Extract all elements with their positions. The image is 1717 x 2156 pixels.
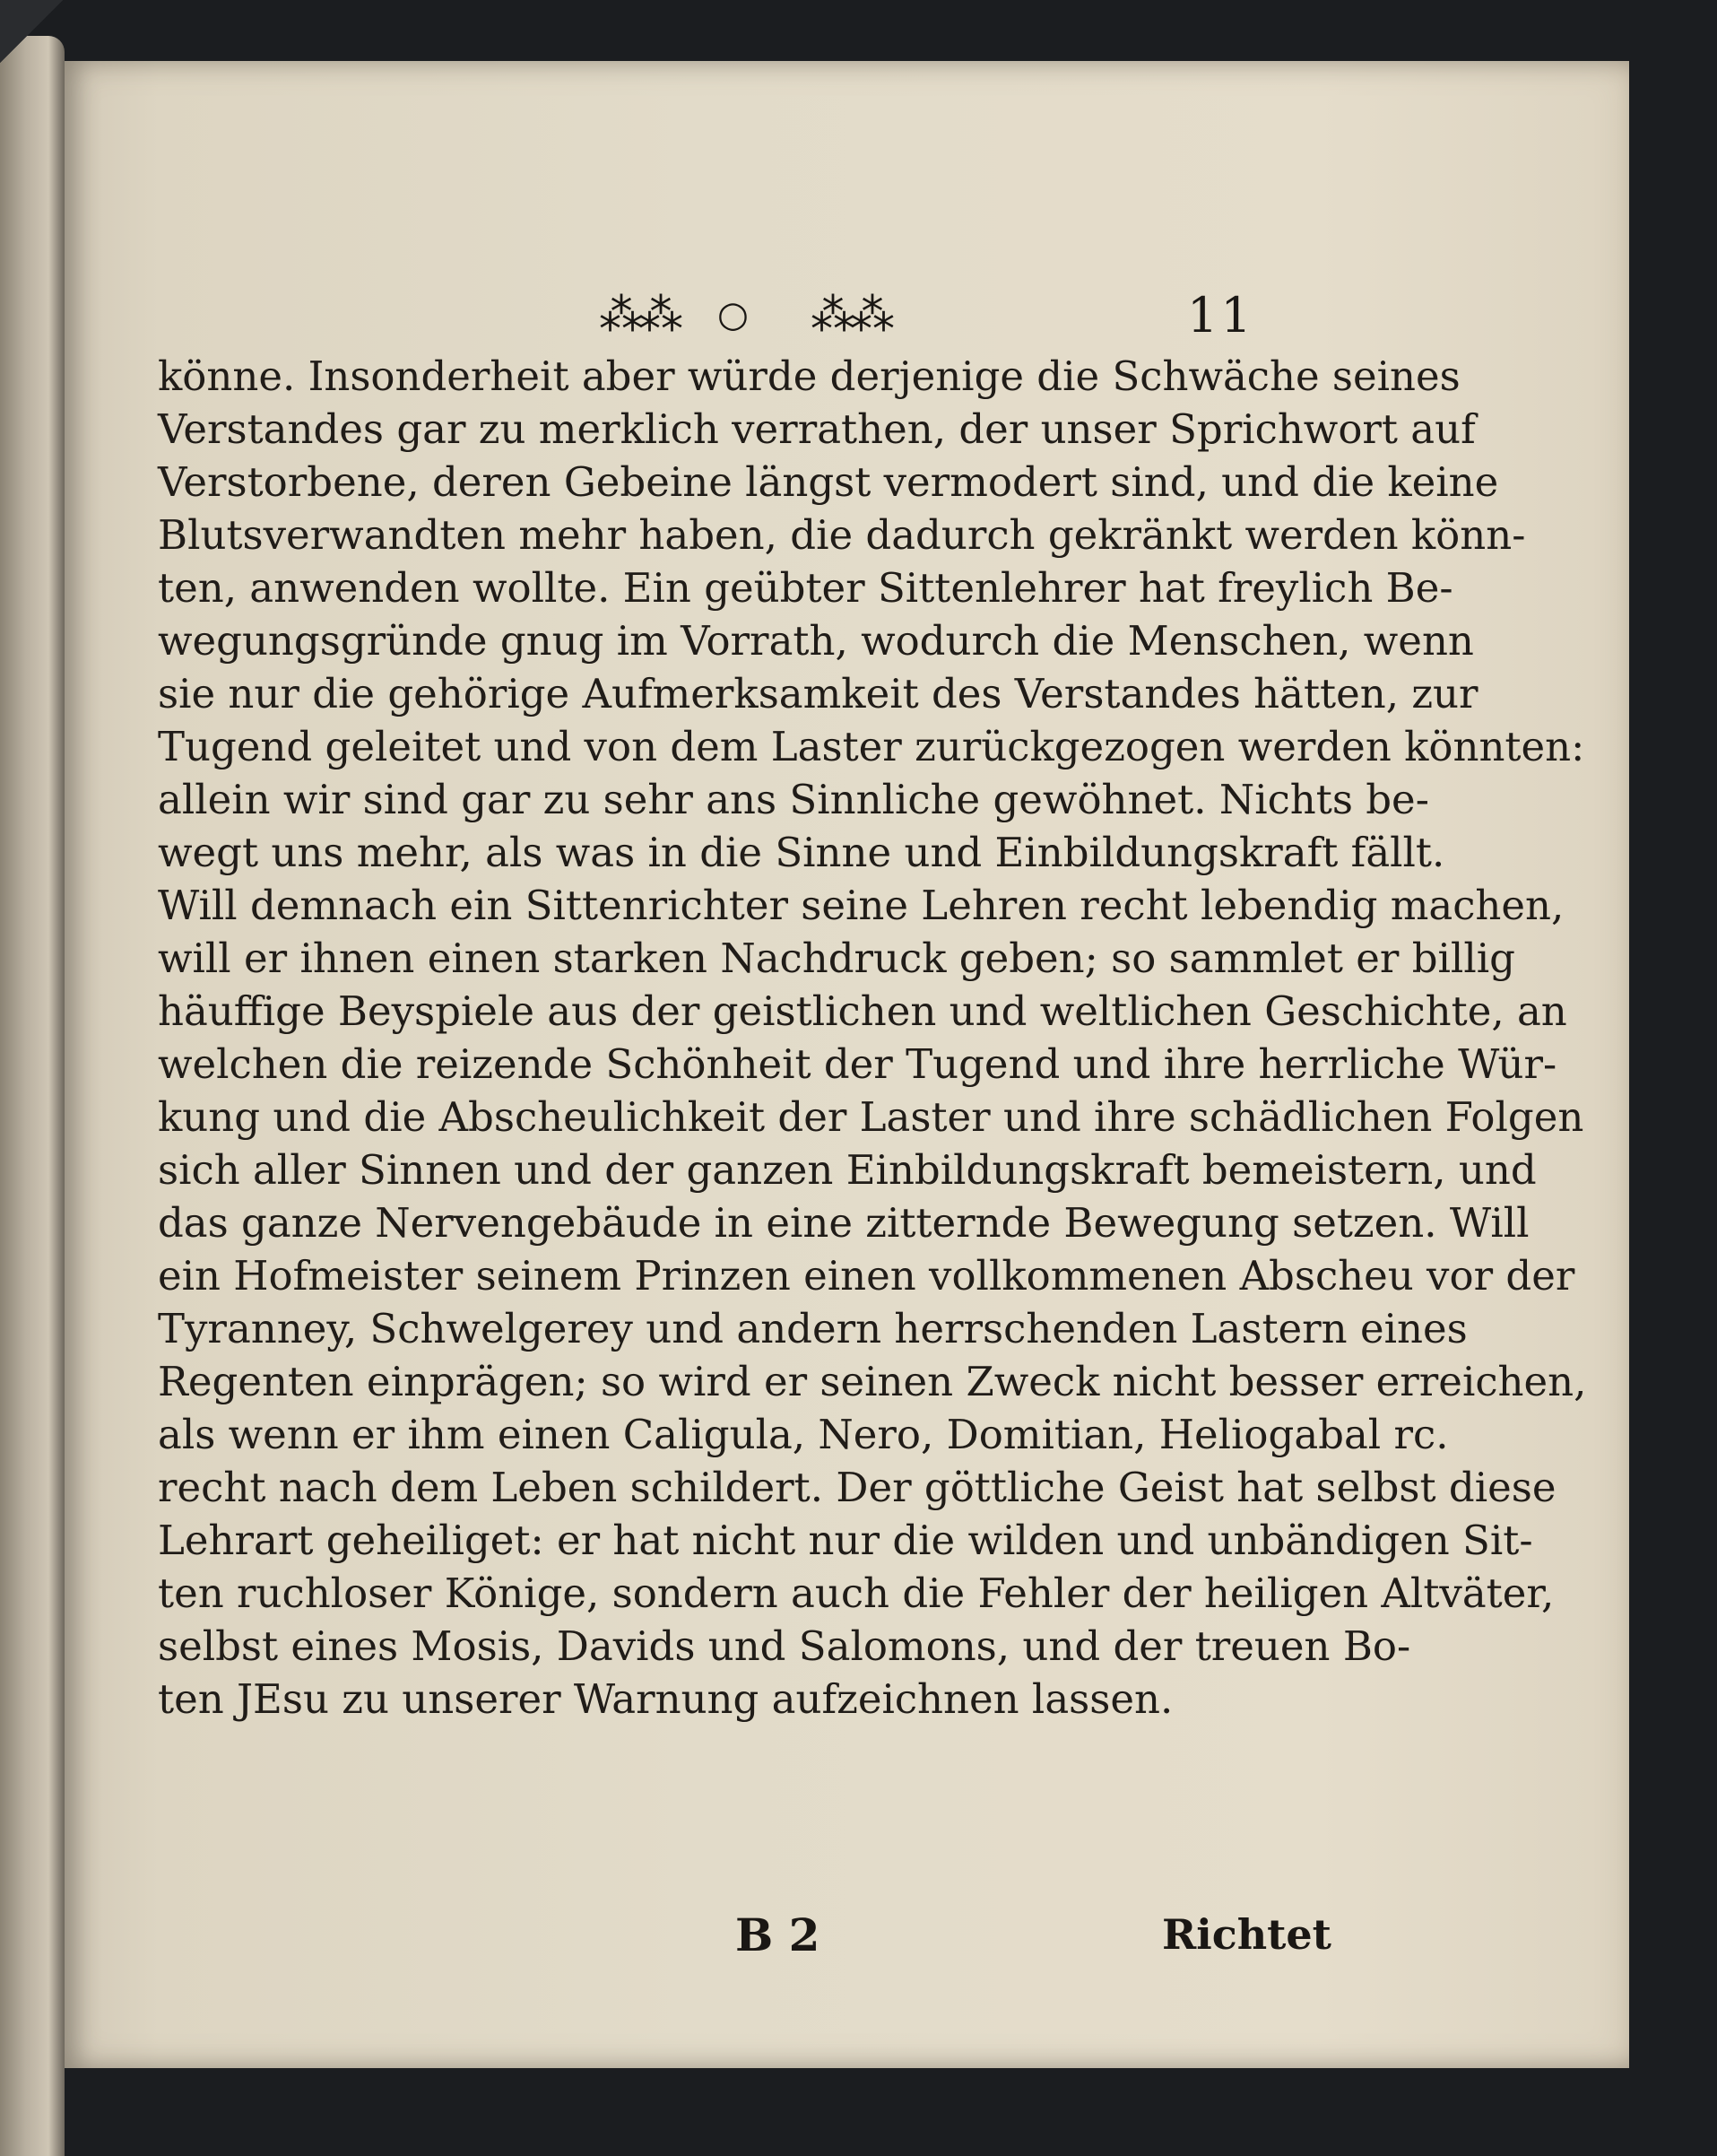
catchword: Richtet [1162,1910,1331,1959]
text-line: Verstandes gar zu merklich verrathen, der unser Sprichwort auf [158,405,1476,453]
text-line: Regenten einprägen; so wird er seinen Zweck nicht besser erreichen, [158,1358,1587,1405]
text-line: kung und die Abscheulichkeit der Laster und ihre schädlichen Folgen [158,1093,1584,1141]
text-line: ten, anwenden wollte. Ein geübter Sittenlehrer hat freylich Be- [158,564,1453,612]
text-line: Verstorbene, deren Gebeine längst vermodert sind, und die keine [158,458,1499,506]
text-line: allein wir sind gar zu sehr ans Sinnliche gewöhnet. Nichts be- [158,776,1429,823]
text-line: Will demnach ein Sittenrichter seine Lehren recht lebendig machen, [158,882,1565,929]
text-line: Blutsverwandten mehr haben, die dadurch gekränkt werden könn- [158,511,1526,559]
text-line: will er ihnen einen starken Nachdruck geben; so sammlet er billig [158,935,1515,982]
text-line: sie nur die gehörige Aufmerksamkeit des Verstandes hätten, zur [158,670,1479,717]
corner-shadow [0,0,63,63]
text-line: recht nach dem Leben schildert. Der göttliche Geist hat selbst diese [158,1464,1557,1511]
header-ornament-right: ⁂⁂ [811,289,889,341]
running-header [65,280,1629,352]
page-footer [65,1908,1629,1980]
page-number: 11 [1187,287,1254,343]
header-ornament-left: ⁂⁂ [599,289,678,341]
body-text [158,350,1587,1726]
text-line: als wenn er ihm einen Caligula, Nero, Domitian, Heliogabal rc. [158,1411,1449,1458]
text-line: Tugend geleitet und von dem Laster zurückgezogen werden könnten: [158,723,1585,770]
text-line: häuffige Beyspiele aus der geistlichen und weltlichen Geschichte, an [158,987,1567,1035]
text-line: wegt uns mehr, als was in die Sinne und Einbildungskraft fällt. [158,829,1445,876]
text-line: selbst eines Mosis, Davids und Salomons, und der treuen Bo- [158,1622,1411,1670]
header-ornament-center: ○ [717,294,749,335]
text-line: ten ruchloser Könige, sondern auch die Fehler der heiligen Altväter, [158,1569,1555,1617]
text-line: Tyranney, Schwelgerey und andern herrschenden Lastern eines [158,1305,1468,1352]
text-line: ten JEsu zu unserer Warnung aufzeichnen lassen. [158,1675,1174,1723]
text-line: welchen die reizende Schönheit der Tugend und ihre herrliche Wür- [158,1040,1557,1088]
text-line: könne. Insonderheit aber würde derjenige die Schwäche seines [158,352,1461,400]
book-page [65,61,1629,2068]
text-line: ein Hofmeister seinem Prinzen einen vollkommenen Abscheu vor der [158,1252,1575,1300]
previous-page-edge [0,36,65,2156]
signature-mark: B 2 [735,1908,820,1961]
text-line: Lehrart geheiliget: er hat nicht nur die wilden und unbändigen Sit- [158,1517,1533,1564]
text-line: das ganze Nervengebäude in eine zitternde Bewegung setzen. Will [158,1199,1530,1247]
text-line: sich aller Sinnen und der ganzen Einbildungskraft bemeistern, und [158,1146,1537,1194]
text-line: wegungsgründe gnug im Vorrath, wodurch die Menschen, wenn [158,617,1474,665]
